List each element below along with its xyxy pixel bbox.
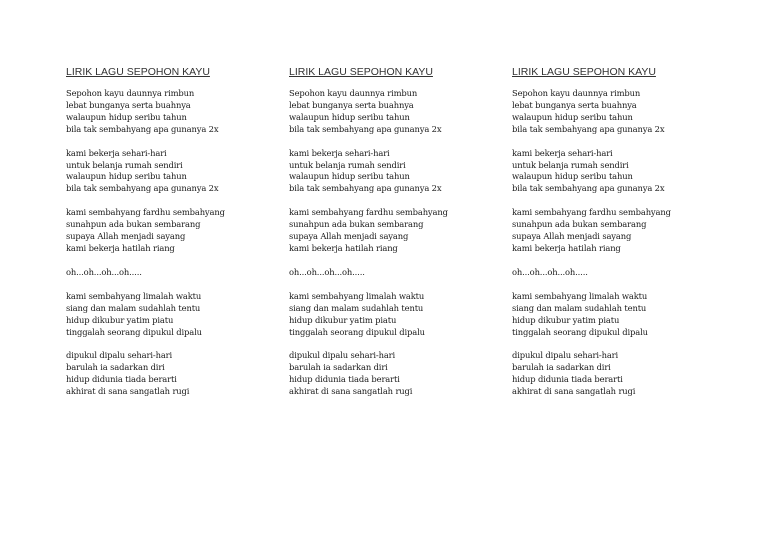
lyric-line: walaupun hidup seribu tahun	[512, 111, 633, 122]
lyric-line: akhirat di sana sangatlah rugi	[512, 386, 636, 397]
lyrics-column-3	[512, 65, 722, 410]
lyric-line: bila tak sembahyang apa gunanya 2x	[66, 183, 219, 194]
lyrics-column-1	[66, 65, 276, 410]
lyric-line: oh...oh...oh...oh.....	[289, 266, 365, 277]
lyric-line: dipukul dipalu sehari-hari	[512, 350, 619, 361]
lyric-line: hidup didunia tiada berarti	[289, 374, 400, 385]
lyric-line: supaya Allah menjadi sayang	[289, 231, 409, 242]
lyric-line: akhirat di sana sangatlah rugi	[66, 386, 190, 397]
lyric-line: kami sembahyang limalah waktu	[66, 290, 202, 301]
lyric-line: kami sembahyang fardhu sembahyang	[289, 207, 448, 218]
lyric-line: kami bekerja hatilah riang	[66, 242, 175, 253]
lyric-line: untuk belanja rumah sendiri	[512, 159, 629, 170]
lyric-line: walaupun hidup seribu tahun	[289, 111, 410, 122]
lyric-line: kami sembahyang limalah waktu	[289, 290, 425, 301]
lyric-line: sunahpun ada bukan sembarang	[66, 219, 201, 230]
lyric-line: kami bekerja sehari-hari	[289, 147, 390, 158]
lyric-line: hidup didunia tiada berarti	[512, 374, 623, 385]
lyric-line: lebat bunganya serta buahnya	[66, 99, 191, 110]
lyric-line: kami bekerja hatilah riang	[289, 242, 398, 253]
stanza-4	[289, 267, 499, 279]
stanza-5	[512, 291, 722, 339]
lyrics-column-2	[289, 65, 499, 410]
lyric-line: oh...oh...oh...oh.....	[512, 266, 588, 277]
lyric-line: untuk belanja rumah sendiri	[66, 159, 183, 170]
lyric-line: tinggalah seorang dipukul dipalu	[289, 326, 425, 337]
stanza-2	[289, 148, 499, 196]
lyric-line: lebat bunganya serta buahnya	[289, 99, 414, 110]
lyric-line: walaupun hidup seribu tahun	[66, 171, 187, 182]
lyric-line: kami sembahyang fardhu sembahyang	[512, 207, 671, 218]
stanza-3	[289, 207, 499, 255]
stanza-2	[66, 148, 276, 196]
lyric-line: Sepohon kayu daunnya rimbun	[66, 88, 195, 98]
lyric-line: kami bekerja sehari-hari	[512, 147, 613, 158]
lyric-line: barulah ia sadarkan diri	[512, 362, 611, 373]
lyric-line: barulah ia sadarkan diri	[66, 362, 165, 373]
lyric-line: Sepohon kayu daunnya rimbun	[512, 88, 641, 98]
lyric-line: Sepohon kayu daunnya rimbun	[289, 88, 418, 98]
lyric-line: hidup didunia tiada berarti	[66, 374, 177, 385]
stanza-1	[66, 88, 276, 136]
lyric-line: tinggalah seorang dipukul dipalu	[66, 326, 202, 337]
stanza-6	[66, 350, 276, 398]
stanza-4	[512, 267, 722, 279]
stanza-1	[512, 88, 722, 136]
lyric-line: siang dan malam sudahlah tentu	[289, 302, 424, 313]
lyric-line: walaupun hidup seribu tahun	[66, 111, 187, 122]
lyric-line: kami sembahyang fardhu sembahyang	[66, 207, 225, 218]
lyric-line: bila tak sembahyang apa gunanya 2x	[66, 123, 219, 134]
stanza-6	[289, 350, 499, 398]
lyric-line: walaupun hidup seribu tahun	[289, 171, 410, 182]
stanza-5	[66, 291, 276, 339]
stanza-5	[289, 291, 499, 339]
lyric-line: bila tak sembahyang apa gunanya 2x	[289, 123, 442, 134]
lyric-line: sunahpun ada bukan sembarang	[512, 219, 647, 230]
lyric-line: untuk belanja rumah sendiri	[289, 159, 406, 170]
stanza-1	[289, 88, 499, 136]
lyric-line: dipukul dipalu sehari-hari	[66, 350, 173, 361]
lyric-line: supaya Allah menjadi sayang	[512, 231, 632, 242]
lyric-line: hidup dikubur yatim piatu	[512, 314, 620, 325]
stanza-3	[66, 207, 276, 255]
lyric-line: akhirat di sana sangatlah rugi	[289, 386, 413, 397]
lyric-line: kami bekerja sehari-hari	[66, 147, 167, 158]
lyric-line: tinggalah seorang dipukul dipalu	[512, 326, 648, 337]
lyric-line: hidup dikubur yatim piatu	[66, 314, 174, 325]
stanza-4	[66, 267, 276, 279]
lyrics-title: LIRIK LAGU SEPOHON KAYU	[289, 66, 433, 78]
lyric-line: walaupun hidup seribu tahun	[512, 171, 633, 182]
lyric-line: lebat bunganya serta buahnya	[512, 99, 637, 110]
lyric-line: siang dan malam sudahlah tentu	[66, 302, 201, 313]
lyric-line: bila tak sembahyang apa gunanya 2x	[512, 123, 665, 134]
lyric-line: oh...oh...oh...oh.....	[66, 266, 142, 277]
lyric-line: kami sembahyang limalah waktu	[512, 290, 648, 301]
stanza-3	[512, 207, 722, 255]
lyric-line: kami bekerja hatilah riang	[512, 242, 621, 253]
stanza-6	[512, 350, 722, 398]
lyric-line: sunahpun ada bukan sembarang	[289, 219, 424, 230]
lyric-line: bila tak sembahyang apa gunanya 2x	[512, 183, 665, 194]
lyric-line: dipukul dipalu sehari-hari	[289, 350, 396, 361]
lyric-line: siang dan malam sudahlah tentu	[512, 302, 647, 313]
lyric-line: barulah ia sadarkan diri	[289, 362, 388, 373]
stanza-2	[512, 148, 722, 196]
lyrics-title: LIRIK LAGU SEPOHON KAYU	[66, 66, 210, 78]
lyric-line: bila tak sembahyang apa gunanya 2x	[289, 183, 442, 194]
lyric-line: supaya Allah menjadi sayang	[66, 231, 186, 242]
lyric-line: hidup dikubur yatim piatu	[289, 314, 397, 325]
lyrics-title: LIRIK LAGU SEPOHON KAYU	[512, 66, 656, 78]
